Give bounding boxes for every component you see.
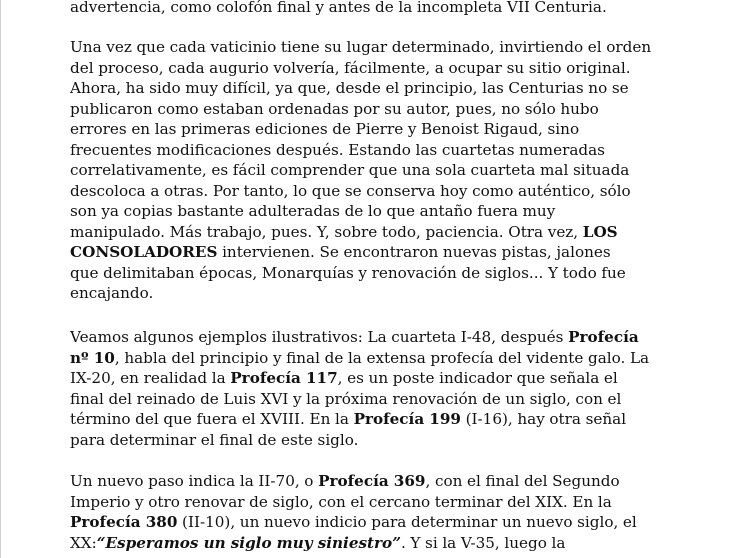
text-run: término del que fuera el XVIII. En la [70,410,354,428]
text-run: son ya copias bastante adulteradas de lo que antaño fuera muy [70,202,556,220]
bold-term: Profecía [568,328,639,346]
paragraph [70,0,607,18]
text-run: errores en las primeras ediciones de Pierre y Benoist Rigaud, sino [70,120,580,138]
text-line [70,222,651,243]
text-line [70,471,637,492]
text-run: . Y si la V-35, luego la [400,533,566,552]
text-line [70,389,649,410]
text-line [70,201,651,222]
text-run: Ahora, ha sido muy difícil, ya que, desde el principio, las Centurias no se [70,79,629,97]
text-line [70,430,649,451]
text-run: Un nuevo paso indica la II-70, o [70,472,319,490]
text-run: correlativamente, es fácil comprender que una sola cuarteta mal situada [70,161,630,179]
text-line [70,119,651,140]
text-run: manipulado. Más trabajo, pues. Y, sobre todo, paciencia. Otra vez, [70,222,583,241]
bold-term: Profecía 380 [70,513,178,531]
text-line [70,263,651,284]
paragraph [70,37,651,304]
text-run: , es un poste indicador que señala el [337,369,618,387]
bold-term: CONSOLADORES [70,243,218,261]
bold-term: nº 10 [70,348,115,367]
paragraph [70,471,637,553]
text-run: Veamos algunos ejemplos ilustrativos: La cuarteta I-48, después [70,328,569,346]
text-line [70,99,651,120]
text-run: descoloca a otras. Por tanto, lo que se conserva hoy como auténtico, sólo [70,181,631,200]
text-line [70,283,651,304]
text-run: , con el final del Segundo [425,472,620,490]
text-run: que delimitaban épocas, Monarquías y renovación de siglos... Y todo fue [70,263,626,282]
text-run: IX-20, en realidad la [70,369,231,387]
text-run: XX: [70,533,97,552]
text-line [70,160,651,181]
text-line [70,327,649,348]
text-run: publicaron como estaban ordenadas por su autor, pues, no sólo hubo [70,99,599,118]
text-run: encajando. [70,284,154,302]
text-run: , habla del principio y final de la extensa profecía del vidente galo. La [114,348,650,367]
text-line [70,58,651,79]
bold-term: LOS [582,222,618,241]
text-line [70,140,651,161]
text-run: advertencia, como colofón final y antes de la incompleta VII Centuria. [70,0,607,16]
text-run: Imperio y otro renovar de siglo, con el cercano terminar del XIX. En la [70,492,612,511]
text-run: para determinar el final de este siglo. [70,430,359,449]
text-run: Una vez que cada vaticinio tiene su lugar determinado, invirtiendo el orden [70,38,652,56]
text-line [70,533,637,554]
bold-term: Profecía 117 [230,369,338,387]
text-run: (I-16), hay otra señal [460,410,627,428]
text-line [70,409,649,430]
bold-term: Profecía 369 [318,472,426,490]
text-line [70,492,637,513]
text-line [70,0,607,18]
text-run: (II-10), un nuevo indicio para determinar un nuevo siglo, el [177,513,637,531]
text-line [70,242,651,263]
paragraph [70,327,649,450]
text-line [70,368,649,389]
text-run: intervienen. Se encontraron nuevas pistas, jalones [217,243,611,261]
text-run: frecuentes modificaciones después. Estando las cuartetas numeradas [70,140,605,159]
bold-term: Profecía 199 [353,410,461,428]
text-line [70,181,651,202]
text-line [70,512,637,533]
text-line [70,37,651,58]
bold-italic-quote: “Esperamos un siglo muy siniestro” [96,533,401,552]
text-line [70,78,651,99]
left-border-line [0,0,1,558]
text-run: final del reinado de Luis XVI y la próxima renovación de un siglo, con el [70,389,622,408]
text-run: del proceso, cada augurio volvería, fácilmente, a ocupar su sitio original. [70,58,631,77]
text-line [70,348,649,369]
